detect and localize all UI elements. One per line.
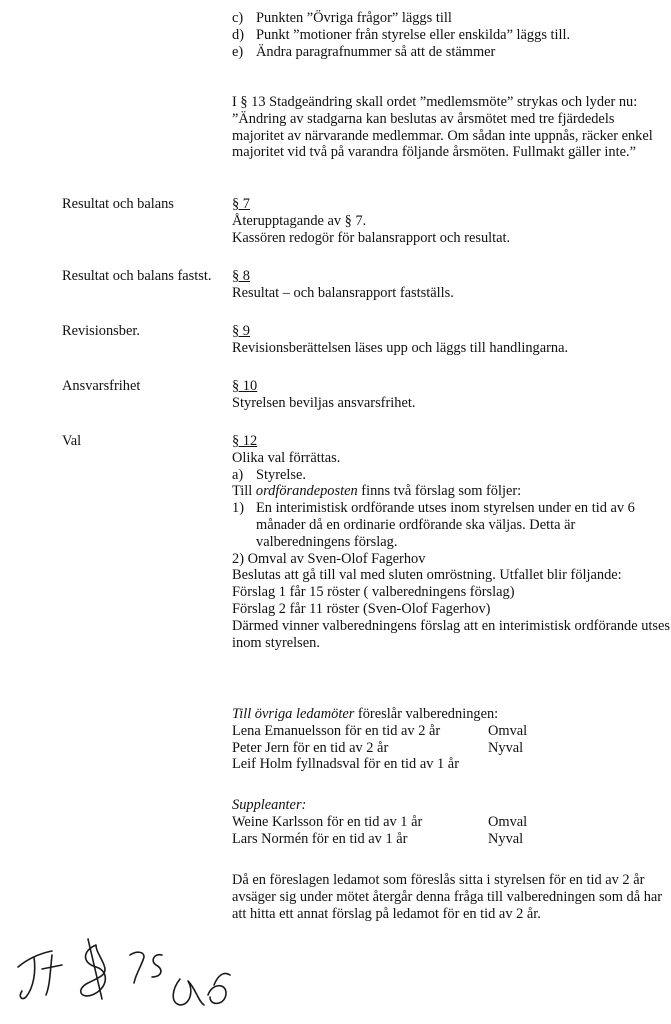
paragraph-number: § 10 bbox=[232, 378, 258, 394]
paragraph-number: § 12 bbox=[232, 433, 258, 449]
list-item: c) Punkten ”Övriga frågor” läggs till bbox=[232, 10, 452, 26]
section-line: Kassören redogör för balansrapport och resultat. bbox=[232, 229, 511, 246]
section-line: Därmed vinner valberedningens förslag att en interimistisk ordförande utses inom styrelsen. bbox=[232, 617, 670, 651]
list-item: Peter Jern för en tid av 2 år Nyval bbox=[232, 739, 524, 756]
suppleanter-heading: Suppleanter: bbox=[232, 797, 307, 813]
list-item: d) Punkt ”motioner från styrelse eller enskilda” läggs till. bbox=[232, 26, 571, 43]
ledamoter-list bbox=[232, 706, 662, 773]
section-line: Revisionsberättelsen läses upp och läggs till handlingarna. bbox=[232, 339, 569, 356]
signature-initials bbox=[12, 935, 242, 1015]
section-12 bbox=[232, 433, 670, 651]
section-label-ansvarsfrihet: Ansvarsfrihet bbox=[62, 378, 141, 394]
section-line: 2) Omval av Sven-Olof Fagerhov bbox=[232, 550, 426, 567]
section-line: Beslutas att gå till val med sluten omröstning. Utfallet blir följande: bbox=[232, 567, 622, 584]
section-label-revision: Revisionsber. bbox=[62, 323, 140, 339]
section-line: Förslag 2 får 11 röster (Sven-Olof Fagerhov) bbox=[232, 600, 491, 617]
section-10 bbox=[232, 378, 662, 412]
list-item: 1) En interimistisk ordförande utses inom styrelsen under en tid av 6 månader då en ordinarie ordförande ska väljas. Detta är valberedningens förslag. bbox=[232, 500, 635, 550]
paragraph-number: § 7 bbox=[232, 196, 250, 212]
amendment-list bbox=[232, 10, 662, 60]
list-item: Weine Karlsson för en tid av 1 år Omval bbox=[232, 813, 528, 830]
closing-paragraph: Då en föreslagen ledamot som föreslås sitta i styrelsen för en tid av 2 år avsäger sig under mötet återgår denna fråga till valberedningen som då har att hitta ett annat förslag på ledamot för en tid av 2 år. bbox=[232, 872, 663, 922]
section-line: Återupptagande av § 7. bbox=[232, 212, 367, 229]
suppleanter-list bbox=[232, 797, 662, 847]
list-item: e) Ändra paragrafnummer så att de stämmer bbox=[232, 43, 496, 60]
ledamoter-heading: Till övriga ledamöter föreslår valberedningen: bbox=[232, 706, 499, 722]
list-item: Lars Normén för en tid av 1 år Nyval bbox=[232, 830, 524, 847]
section-line: Till ordförandeposten finns två förslag som följer: bbox=[232, 483, 522, 500]
section-label-fastst: Resultat och balans fastst. bbox=[62, 268, 212, 284]
list-item: a) Styrelse. bbox=[232, 466, 306, 483]
section-8 bbox=[232, 268, 662, 302]
section-7 bbox=[232, 196, 662, 246]
paragraph-number: § 8 bbox=[232, 268, 250, 284]
list-item: Lena Emanuelsson för en tid av 2 år Omval bbox=[232, 722, 528, 739]
list-item: Leif Holm fyllnadsval för en tid av 1 år bbox=[232, 756, 459, 773]
section-label-val: Val bbox=[62, 433, 82, 449]
section-line: Förslag 1 får 15 röster ( valberedningens förslag) bbox=[232, 584, 515, 601]
section-9 bbox=[232, 323, 662, 357]
paragraph-13-text: I § 13 Stadgeändring skall ordet ”medlemsmöte” strykas och lyder nu: ”Ändring av stadgarna kan beslutas av årsmötet med tre fjärdedels majoritet av närvarande medlemmar. Om sådan inte uppnås, räcker enkel majoritet vid två på varandra följande årsmöten. Fullmakt gäller inte.” bbox=[232, 94, 653, 161]
section-line: Olika val förrättas. bbox=[232, 449, 341, 466]
section-label-resultat: Resultat och balans bbox=[62, 196, 174, 212]
section-line: Styrelsen beviljas ansvarsfrihet. bbox=[232, 394, 416, 411]
section-line: Resultat – och balansrapport fastställs. bbox=[232, 284, 454, 301]
paragraph-number: § 9 bbox=[232, 323, 250, 339]
